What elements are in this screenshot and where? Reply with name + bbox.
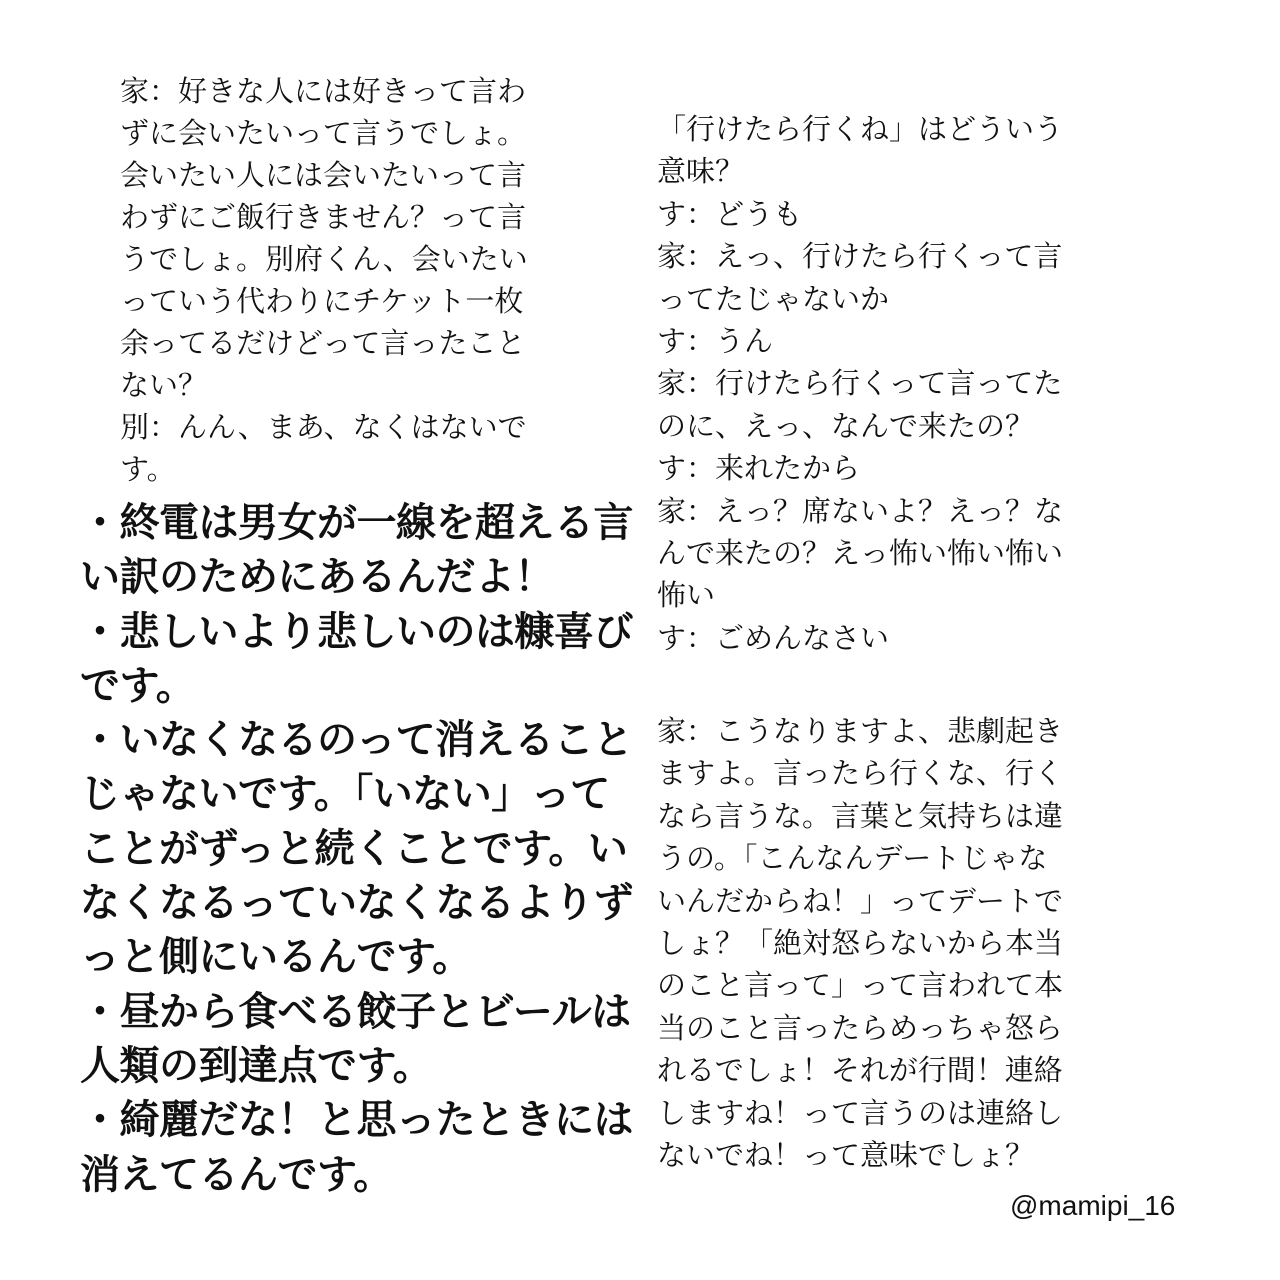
dialogue-line: 怖い — [657, 578, 716, 613]
dialogue-line: しますね！って言うのは連絡し — [657, 1095, 1064, 1130]
dialogue-line: ないでね！って意味でしょ？ — [657, 1138, 1035, 1173]
quote-line: 人類の到達点です。 — [80, 1042, 433, 1089]
quote-line: ・綺麗だな！と思ったときには — [80, 1097, 633, 1144]
dialogue-line: 意味？ — [657, 154, 745, 189]
dialogue-line: す：どうも — [657, 196, 803, 231]
quote-line: なくなるっていなくなるよりず — [80, 880, 633, 927]
dialogue-block-bottom-right — [657, 710, 1087, 1176]
dialogue-line: 家：えっ、行けたら行くって言 — [657, 239, 1063, 274]
dialogue-line: 別：んん、まあ、なくはないで — [120, 410, 527, 444]
dialogue-line: 当のこと言ったらめっちゃ怒ら — [657, 1010, 1063, 1045]
quote-line: い訳のためにあるんだよ！ — [80, 554, 554, 601]
dialogue-line: 「行けたら行くね」はどういう — [657, 112, 1064, 146]
dialogue-line: なら言うな。言葉と気持ちは違 — [657, 798, 1064, 833]
dialogue-line: す：ごめんなさい — [657, 620, 890, 655]
quote-line: ・いなくなるのって消えること — [80, 717, 633, 764]
quote-line: ・昼から食べる餃子とビールは — [80, 988, 631, 1035]
dialogue-line: ない？ — [120, 368, 208, 402]
quote-line: 消えてるんです。 — [80, 1151, 393, 1198]
dialogue-line: す：来れたから — [657, 451, 861, 486]
dialogue-line: 余ってるだけどって言ったこと — [120, 326, 526, 360]
dialogue-line: 家：行けたら行くって言ってた — [657, 366, 1063, 401]
dialogue-line: ずに会いたいって言うでしょ。 — [120, 116, 527, 150]
dialogue-line: んで来たの？えっ怖い怖い怖い — [657, 536, 1064, 571]
quote-line: っと側にいるんです。 — [80, 934, 472, 981]
dialogue-line: す。 — [120, 452, 176, 486]
dialogue-line: す：うん — [657, 324, 774, 359]
quote-line: ことがずっと続くことです。い — [80, 825, 628, 872]
dialogue-line: いんだからね！」ってデートで — [657, 883, 1064, 918]
quote-list — [80, 496, 640, 1202]
dialogue-line: うの。「こんなんデートじゃな — [657, 841, 1048, 876]
quote-line: ・悲しいより悲しいのは糠喜び — [80, 608, 633, 655]
dialogue-line: うでしょ。別府くん、会いたい — [120, 242, 528, 276]
dialogue-line: 家：好きな人には好きって言わ — [120, 74, 527, 108]
dialogue-line: しょ？「絶対怒らないから本当 — [657, 926, 1064, 961]
dialogue-line: ますよ。言ったら行くな、行く — [657, 756, 1064, 791]
dialogue-block-top-right — [657, 108, 1087, 659]
dialogue-line: のに、えっ、なんで来たの？ — [657, 408, 1035, 443]
dialogue-line: っていう代わりにチケット一枚 — [120, 284, 524, 318]
quote-line: です。 — [80, 662, 196, 709]
dialogue-line: わずにご飯行きません？って言 — [120, 200, 527, 234]
quote-line: ・終電は男女が一線を超える言 — [80, 500, 633, 546]
dialogue-line: ってたじゃないか — [657, 281, 890, 316]
dialogue-line: のこと言って」って言われて本 — [657, 968, 1064, 1003]
quote-line: じゃないです。「いない」って — [80, 771, 610, 818]
credit-handle: @mamipi_16 — [1010, 1190, 1176, 1221]
dialogue-line: れるでしょ！それが行間！連絡 — [657, 1053, 1063, 1088]
dialogue-line: 家：えっ？席ないよ？えっ？な — [657, 493, 1064, 528]
dialogue-block-top-left — [120, 70, 530, 490]
dialogue-line: 家：こうなりますよ、悲劇起き — [657, 714, 1064, 748]
dialogue-line: 会いたい人には会いたいって言 — [120, 158, 527, 192]
